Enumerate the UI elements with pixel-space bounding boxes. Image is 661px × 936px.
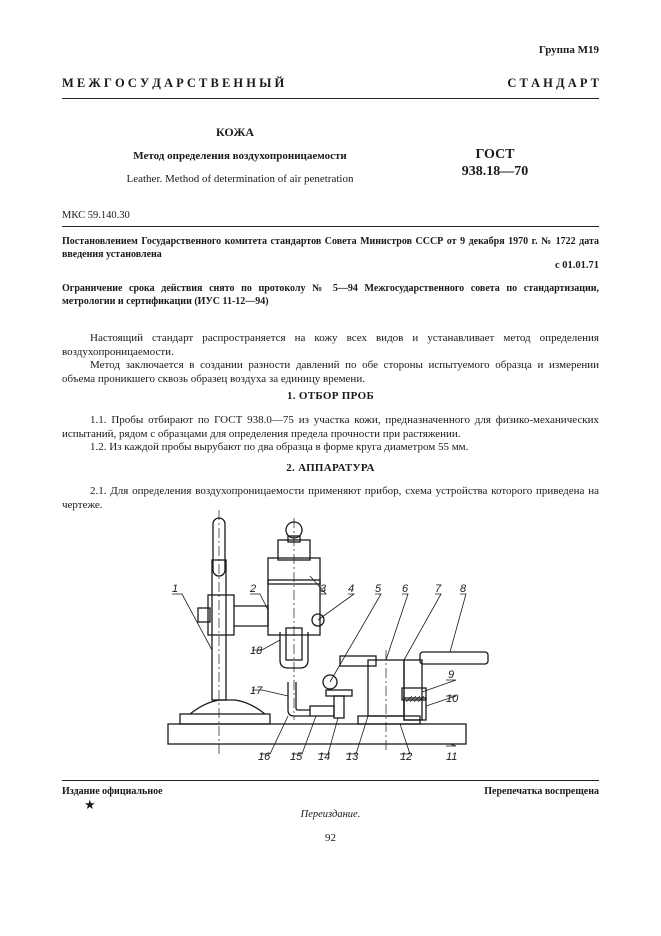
drawing-label-17: 17 xyxy=(250,685,263,697)
drawing-label-4: 4 xyxy=(348,583,355,595)
decree-text: Постановлением Государственного комитета стандартов Совета Министров СССР от 9 декабря 1970 г. № 1722 дата введения установлена xyxy=(62,236,599,260)
drawing-label-6: 6 xyxy=(402,583,409,595)
drawing-label-9: 9 xyxy=(448,669,455,681)
drawing-label-7: 7 xyxy=(435,583,442,595)
drawing-label-15: 15 xyxy=(290,751,303,763)
banner-word-interstate: М Е Ж Г О С У Д А Р С Т В Е Н Н Ы Й xyxy=(62,76,285,90)
gost-label: ГОСТ xyxy=(475,147,515,162)
mks-code: МКС 59.140.30 xyxy=(62,210,130,221)
reissue-note: Переиздание. xyxy=(300,809,361,820)
drawing-label-8: 8 xyxy=(460,583,467,595)
section-1-title: 1. ОТБОР ПРОБ xyxy=(286,390,375,402)
star-icon: ★ xyxy=(84,797,96,812)
drawing-label-16: 16 xyxy=(258,751,271,763)
section-1-paragraph-2: 1.2. Из каждой пробы вырубают по два образца в форме круга диаметром 55 мм. xyxy=(90,441,469,453)
document-subtitle-ru: Метод определения воздухопроницаемости xyxy=(133,150,347,162)
intro-paragraph-1: Настоящий стандарт распространяется на кожу всех видов и устанавливает метод определения воздухопроницаемости. xyxy=(62,332,599,358)
reprint-prohibited: Перепечатка воспрещена xyxy=(484,786,599,797)
drawing-label-5: 5 xyxy=(375,583,382,595)
banner-word-standard: С Т А Н Д А Р Т xyxy=(507,76,599,90)
drawing-label-13: 13 xyxy=(346,751,359,763)
page-number: 92 xyxy=(325,832,336,844)
effective-date: с 01.01.71 xyxy=(554,260,599,271)
drawing-label-2: 2 xyxy=(250,583,257,595)
gost-number xyxy=(440,146,550,180)
footer-rule xyxy=(62,780,599,781)
section-2-paragraph-1: 2.1. Для определения воздухопроницаемости применяют прибор, схема устройства которого приведена на чертеже. xyxy=(62,485,599,511)
gost-code: 938.18—70 xyxy=(461,164,529,179)
header-rule-bottom xyxy=(62,226,599,227)
restriction-text: Ограничение срока действия снято по протоколу № 5—94 Межгосударственного совета по стандартизации, метрологии и сертификации (ИУС 11-12—94) xyxy=(62,283,599,307)
drawing-label-3: 3 xyxy=(320,583,327,595)
apparatus-drawing xyxy=(150,510,500,770)
standard-banner xyxy=(62,76,599,91)
section-1-paragraph-1: 1.1. Пробы отбирают по ГОСТ 938.0—75 из участка кожи, предназначенного для физико-механических испытаний, рядом с образцами для определения предела прочности при растяжении. xyxy=(62,414,599,440)
document-subtitle-en: Leather. Method of determination of air penetration xyxy=(126,173,354,185)
drawing-label-11: 11 xyxy=(446,751,458,763)
drawing-label-12: 12 xyxy=(400,751,413,763)
document-title: КОЖА xyxy=(216,125,254,139)
drawing-label-18: 18 xyxy=(250,645,263,657)
base-plate-shape xyxy=(168,724,466,744)
group-code: Группа М19 xyxy=(538,44,599,56)
header-rule-top xyxy=(62,98,599,99)
intro-paragraph-2: Метод заключается в создании разности давлений по обе стороны испытуемого образца и измерении объема проникшего сквозь образец воздуха за единицу времени. xyxy=(62,359,599,385)
drawing-label-14: 14 xyxy=(318,751,331,763)
section-2-title: 2. АППАРАТУРА xyxy=(286,462,375,474)
drawing-label-1: 1 xyxy=(172,583,179,595)
official-edition: Издание официальное xyxy=(62,786,163,797)
drawing-label-10: 10 xyxy=(446,693,459,705)
